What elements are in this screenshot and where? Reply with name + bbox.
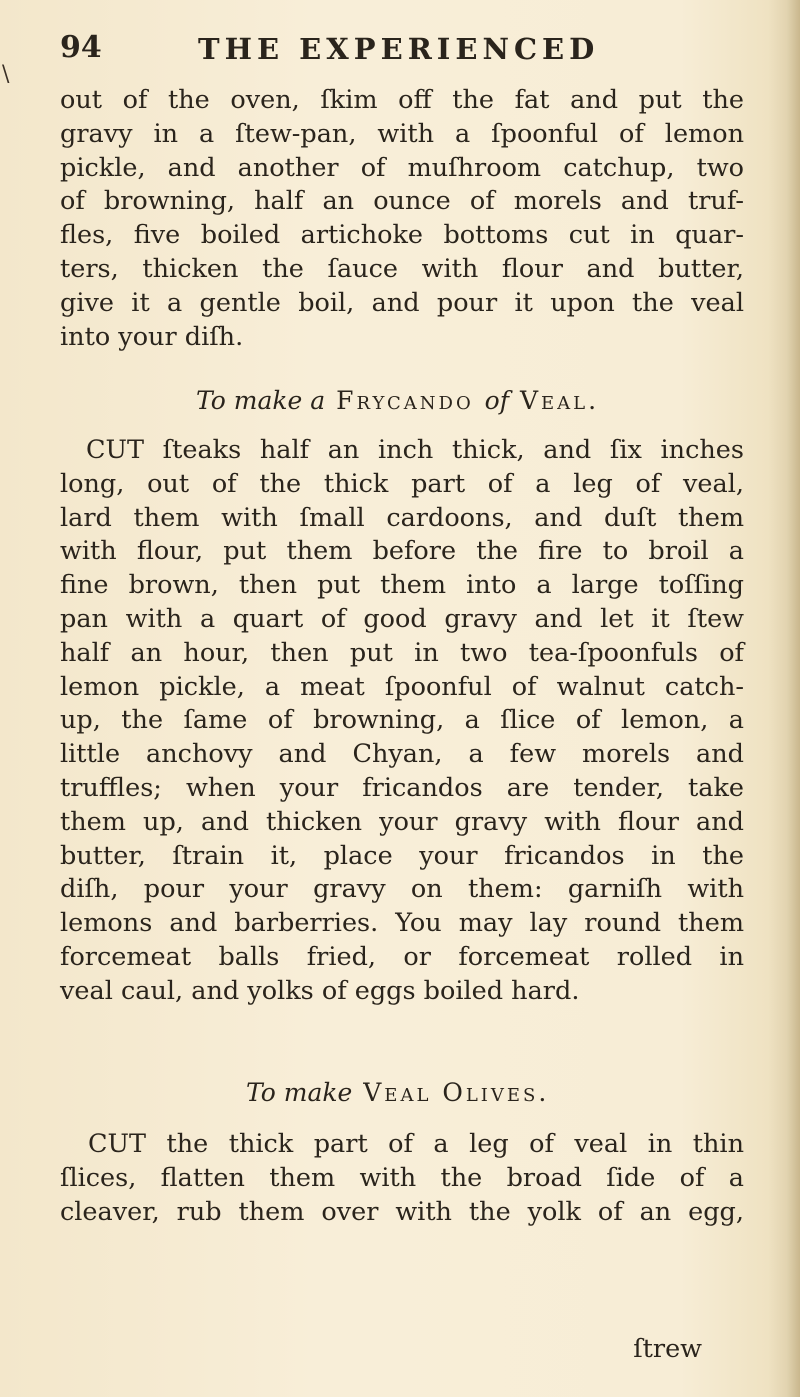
text-line: pickle, and another of muſhroom catchup, two — [60, 152, 744, 183]
text-line: lard them with ſmall cardoons, and duſt them — [60, 502, 744, 533]
text-line: out of the oven, ſkim off the fat and put the — [60, 85, 744, 115]
text-line: truffles; when your fricandos are tender, take — [60, 772, 744, 803]
text-line: lemon pickle, a meat ſpoonful of walnut catch- — [60, 671, 744, 702]
text-line: lemons and barberries. You may lay round them — [60, 908, 744, 939]
heading-prefix: To make a — [196, 386, 326, 415]
paragraph-frycando — [60, 434, 744, 1009]
text-line: gravy in a ſtew-pan, with a ſpoonful of lemon — [60, 118, 744, 149]
margin-mark: \ — [2, 62, 10, 87]
heading-title: Veal Olives. — [363, 1078, 550, 1107]
heading-prefix: To make — [246, 1078, 353, 1107]
heading-subject: Veal. — [519, 386, 600, 415]
text-line: of browning, half an ounce of morels and truf- — [60, 186, 744, 217]
text-line: forcemeat balls fried, or forcemeat rolled in — [60, 941, 744, 972]
text-line: veal caul, and yolks of eggs boiled hard. — [60, 975, 580, 1006]
catchword: ſtrew — [633, 1334, 702, 1364]
text-line: half an hour, then put in two tea-ſpoonfuls of — [60, 637, 744, 668]
text-line: pan with a quart of good gravy and let it ſtew — [60, 603, 744, 634]
text-line: cleaver, rub them over with the yolk of an egg, — [60, 1196, 744, 1227]
text-line: give it a gentle boil, and pour it upon the veal — [60, 287, 744, 318]
text-line: with flour, put them before the fire to broil a — [60, 536, 744, 567]
text-line: ſlices, flatten them with the broad ſide of a — [60, 1162, 744, 1193]
paragraph-veal-olives — [60, 1128, 744, 1229]
text-line: butter, ſtrain it, place your fricandos in the — [60, 840, 744, 871]
heading-title: Frycando — [336, 386, 474, 415]
text-line: long, out of the thick part of a leg of veal, — [60, 468, 744, 499]
recipe-heading-veal-olives — [246, 1078, 549, 1107]
paragraph-continued — [60, 84, 744, 354]
page-number: 94 — [60, 30, 102, 65]
text-line: little anchovy and Chyan, a few morels and — [60, 739, 744, 770]
text-line: them up, and thicken your gravy with flour and — [60, 806, 744, 837]
text-line: fles, five boiled artichoke bottoms cut in quar- — [60, 220, 744, 251]
text-line: CUT the thick part of a leg of veal in thin — [88, 1129, 744, 1159]
text-line: ters, thicken the ſauce with flour and butter, — [60, 253, 744, 284]
page-header — [60, 30, 740, 70]
text-line: into your diſh. — [60, 321, 244, 352]
text-line: fine brown, then put them into a large toſſing — [60, 570, 744, 601]
page-edge — [786, 0, 800, 1397]
heading-joiner: of — [484, 386, 509, 415]
text-line: CUT ſteaks half an inch thick, and ſix inches — [86, 435, 744, 465]
text-line: up, the ſame of browning, a ſlice of lemon, a — [60, 705, 744, 736]
running-head: THE EXPERIENCED — [198, 32, 600, 66]
recipe-heading-frycando — [196, 386, 599, 415]
text-line: diſh, pour your gravy on them: garniſh with — [60, 874, 744, 905]
